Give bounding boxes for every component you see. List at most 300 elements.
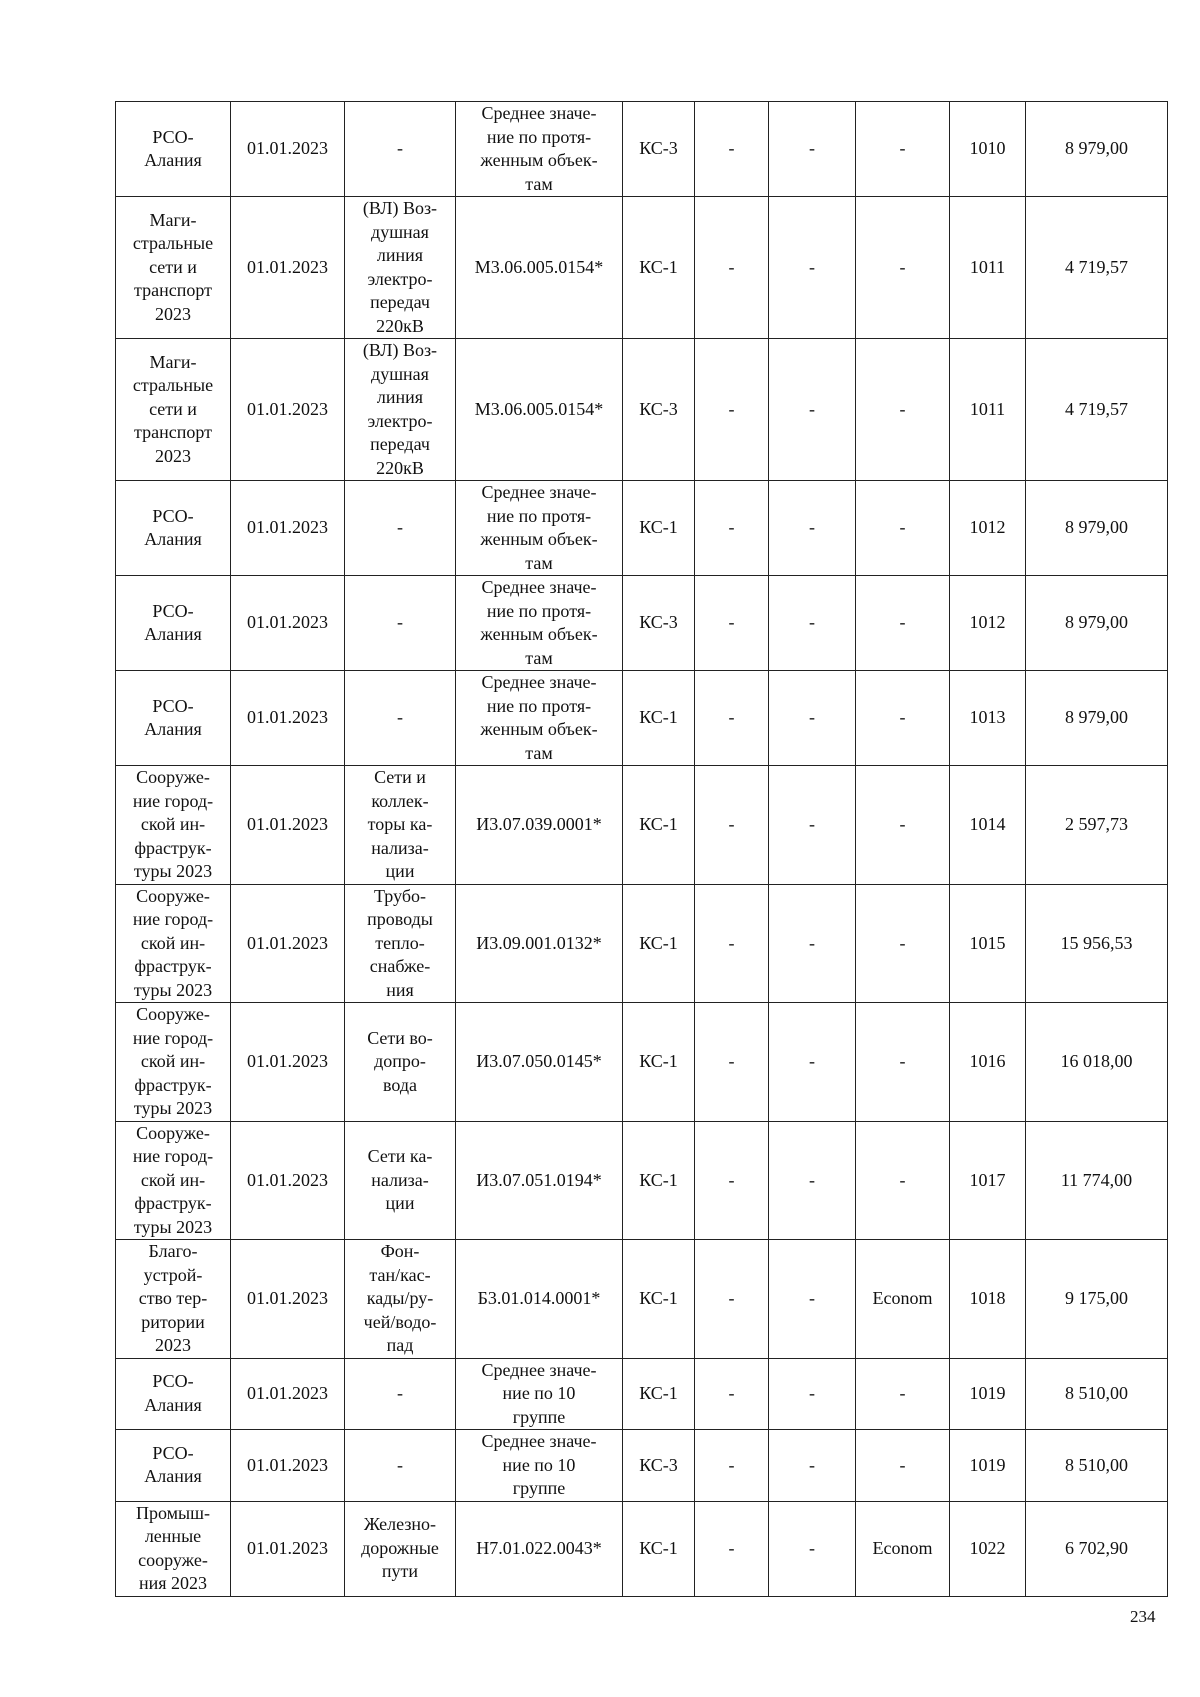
table-body [116, 102, 1168, 1597]
cell-text-line: 1013 [969, 707, 1006, 728]
cell-text-line: Сооруже- [136, 885, 210, 906]
class-cell [856, 1240, 950, 1359]
cell-text-line: КС-3 [639, 138, 678, 159]
cell-text-line: РСО- [152, 1371, 194, 1392]
cell-text-line: 01.01.2023 [247, 398, 328, 419]
cell-text-line: КС-1 [639, 707, 678, 728]
cell-text-line: электро- [367, 410, 433, 431]
price-cell [1026, 1240, 1168, 1359]
cell-text-line: 8 510,00 [1065, 1454, 1128, 1475]
owner-cell [116, 1003, 231, 1122]
object-cell [345, 671, 456, 766]
cell-text-line: ние по 10 [502, 1383, 576, 1403]
table-row [116, 1240, 1168, 1359]
date-cell [231, 1121, 345, 1240]
class-cell [856, 1501, 950, 1596]
cell-text-line: 1019 [969, 1454, 1006, 1475]
data-table [115, 101, 1168, 1597]
cell-text-line: КС-1 [639, 256, 678, 277]
cell-text-line: допро- [374, 1051, 426, 1071]
cell-text-line: - [728, 612, 735, 633]
ks-cell [623, 884, 695, 1003]
cell-text-line: - [899, 1383, 906, 1403]
cell-text-line: 2023 [155, 303, 191, 324]
cell-text-line: - [728, 1169, 735, 1190]
cell-text-line: электро- [367, 268, 433, 289]
cell-text-line: - [899, 398, 906, 419]
cell-text-line: 01.01.2023 [247, 814, 328, 834]
cell-text-line: Среднее значе- [481, 1431, 597, 1451]
cell-text-line: там [525, 742, 553, 763]
cell-text-line: душная [371, 363, 429, 384]
col7-cell [769, 1430, 856, 1502]
cell-text-line: - [809, 256, 815, 277]
cell-text-line: передач [370, 434, 430, 454]
col6-cell [695, 481, 769, 576]
col6-cell [695, 1121, 769, 1240]
cell-text-line: фраструк- [134, 837, 212, 858]
cell-text-line: Фон- [380, 1241, 420, 1261]
cell-text-line: тан/кас- [369, 1264, 431, 1285]
cell-text-line: 220кВ [376, 315, 424, 336]
price-cell [1026, 197, 1168, 339]
cell-text-line: ции [385, 1193, 415, 1213]
cell-text-line: 1017 [969, 1169, 1006, 1190]
cell-text-line: 1012 [969, 612, 1006, 633]
cell-text-line: 01.01.2023 [247, 612, 328, 633]
cell-text-line: КС-1 [639, 1537, 678, 1558]
class-cell [856, 1003, 950, 1122]
cell-text-line: ние город- [132, 1027, 214, 1048]
cell-text-line: транспорт [134, 422, 212, 443]
cell-text-line: 4 719,57 [1065, 398, 1128, 419]
cell-text-line: - [809, 932, 815, 953]
ks-cell [623, 197, 695, 339]
cell-text-line: - [397, 517, 403, 538]
date-cell [231, 671, 345, 766]
price-cell [1026, 102, 1168, 197]
cell-text-line: 220кВ [376, 457, 424, 478]
number-cell [950, 766, 1026, 885]
code-cell [456, 481, 623, 576]
cell-text-line: КС-1 [639, 517, 678, 538]
code-cell [456, 766, 623, 885]
cell-text-line: - [728, 932, 735, 953]
cell-text-line: Econom [872, 1288, 933, 1308]
cell-text-line: - [809, 1537, 815, 1558]
owner-cell [116, 884, 231, 1003]
cell-text-line: 8 979,00 [1065, 138, 1128, 159]
cell-text-line: Сети и [374, 767, 426, 787]
class-cell [856, 197, 950, 339]
cell-text-line: чей/водо- [363, 1311, 437, 1332]
cell-text-line: КС-3 [639, 398, 678, 419]
cell-text-line: ской ин- [140, 1169, 206, 1190]
cell-text-line: - [899, 814, 906, 834]
table-row [116, 1430, 1168, 1502]
col7-cell [769, 1358, 856, 1430]
cell-text-line: вода [382, 1074, 417, 1095]
code-cell [456, 1358, 623, 1430]
cell-text-line: КС-1 [639, 1288, 678, 1308]
date-cell [231, 1501, 345, 1596]
number-cell [950, 102, 1026, 197]
col7-cell [769, 102, 856, 197]
cell-text-line: 01.01.2023 [247, 1537, 328, 1558]
owner-cell [116, 481, 231, 576]
object-cell [345, 766, 456, 885]
cell-text-line: - [728, 1537, 735, 1558]
cell-text-line: - [728, 1051, 735, 1071]
col7-cell [769, 671, 856, 766]
object-cell [345, 1501, 456, 1596]
ks-cell [623, 576, 695, 671]
code-cell [456, 1121, 623, 1240]
code-cell [456, 884, 623, 1003]
cell-text-line: - [899, 138, 906, 159]
cell-text-line: 6 702,90 [1065, 1537, 1128, 1558]
col7-cell [769, 339, 856, 481]
cell-text-line: 01.01.2023 [247, 256, 328, 277]
col6-cell [695, 1240, 769, 1359]
cell-text-line: 9 175,00 [1065, 1288, 1128, 1308]
cell-text-line: 1010 [969, 138, 1006, 159]
table-row [116, 102, 1168, 197]
cell-text-line: ленные [144, 1526, 202, 1546]
ks-cell [623, 1121, 695, 1240]
col6-cell [695, 884, 769, 1003]
cell-text-line: 1014 [969, 814, 1006, 834]
ks-cell [623, 1501, 695, 1596]
col7-cell [769, 197, 856, 339]
cell-text-line: стральные [132, 233, 214, 254]
ks-cell [623, 102, 695, 197]
cell-text-line: - [899, 1051, 906, 1071]
cell-text-line: Сети ка- [367, 1146, 433, 1166]
cell-text-line: КС-1 [639, 1383, 678, 1403]
cell-text-line: - [397, 138, 403, 159]
owner-cell [116, 1430, 231, 1502]
cell-text-line: коллек- [371, 790, 429, 811]
ks-cell [623, 1240, 695, 1359]
date-cell [231, 197, 345, 339]
object-cell [345, 102, 456, 197]
cell-text-line: 01.01.2023 [247, 707, 328, 728]
cell-text-line: И3.07.050.0145* [476, 1051, 602, 1071]
number-cell [950, 576, 1026, 671]
number-cell [950, 1003, 1026, 1122]
cell-text-line: линия [376, 387, 424, 407]
table-row [116, 1121, 1168, 1240]
cell-text-line: Среднее значе- [481, 577, 597, 597]
number-cell [950, 481, 1026, 576]
cell-text-line: Н7.01.022.0043* [476, 1537, 602, 1558]
cell-text-line: РСО- [152, 695, 194, 716]
cell-text-line: - [899, 612, 906, 633]
code-cell [456, 1430, 623, 1502]
code-cell [456, 197, 623, 339]
cell-text-line: ние по протя- [486, 505, 592, 526]
cell-text-line: 01.01.2023 [247, 517, 328, 538]
cell-text-line: Алания [144, 624, 202, 644]
price-cell [1026, 766, 1168, 885]
owner-cell [116, 1358, 231, 1430]
owner-cell [116, 766, 231, 885]
price-cell [1026, 1003, 1168, 1122]
ks-cell [623, 671, 695, 766]
cell-text-line: - [728, 707, 735, 728]
cell-text-line: Сооруже- [136, 1004, 210, 1024]
cell-text-line: Econom [872, 1537, 933, 1558]
cell-text-line: - [899, 932, 906, 953]
cell-text-line: там [525, 173, 553, 194]
cell-text-line: И3.09.001.0132* [476, 932, 602, 953]
cell-text-line: - [397, 707, 403, 728]
price-cell [1026, 884, 1168, 1003]
owner-cell [116, 1501, 231, 1596]
date-cell [231, 1358, 345, 1430]
price-cell [1026, 1501, 1168, 1596]
owner-cell [116, 197, 231, 339]
cell-text-line: 1011 [969, 256, 1006, 277]
cell-text-line: - [809, 814, 815, 834]
cell-text-line: там [525, 552, 553, 573]
cell-text-line: женным объек- [480, 624, 598, 644]
col7-cell [769, 1240, 856, 1359]
cell-text-line: туры 2023 [133, 1216, 213, 1237]
cell-text-line: Сооруже- [136, 767, 210, 787]
cell-text-line: нализа- [371, 1169, 429, 1190]
owner-cell [116, 671, 231, 766]
object-cell [345, 1430, 456, 1502]
cell-text-line: Сети во- [367, 1027, 433, 1048]
cell-text-line: Трубо- [374, 885, 426, 906]
cell-text-line: Алания [144, 719, 202, 739]
cell-text-line: ской ин- [140, 932, 206, 953]
cell-text-line: торы ка- [367, 814, 433, 834]
cell-text-line: ритории [141, 1311, 205, 1332]
cell-text-line: 01.01.2023 [247, 1454, 328, 1475]
number-cell [950, 1121, 1026, 1240]
cell-text-line: М3.06.005.0154* [474, 256, 604, 277]
cell-text-line: - [728, 256, 735, 277]
cell-text-line: фраструк- [134, 1193, 212, 1213]
cell-text-line: 01.01.2023 [247, 1383, 328, 1403]
cell-text-line: Железно- [363, 1514, 437, 1535]
date-cell [231, 339, 345, 481]
cell-text-line: - [728, 398, 735, 419]
cell-text-line: РСО- [152, 505, 194, 526]
cell-text-line: (ВЛ) Воз- [362, 340, 438, 360]
cell-text-line: передач [370, 292, 430, 312]
cell-text-line: 1016 [969, 1051, 1006, 1071]
cell-text-line: 01.01.2023 [247, 1169, 328, 1190]
cell-text-line: дорожные [361, 1537, 439, 1558]
cell-text-line: М3.06.005.0154* [474, 398, 604, 419]
date-cell [231, 576, 345, 671]
cell-text-line: - [899, 1454, 906, 1475]
cell-text-line: ство тер- [138, 1288, 208, 1308]
col7-cell [769, 481, 856, 576]
cell-text-line: ние по протя- [486, 600, 592, 621]
cell-text-line: РСО- [152, 600, 194, 621]
cell-text-line: Среднее значе- [481, 482, 597, 502]
cell-text-line: КС-1 [639, 932, 678, 953]
date-cell [231, 1003, 345, 1122]
owner-cell [116, 339, 231, 481]
date-cell [231, 102, 345, 197]
col7-cell [769, 1003, 856, 1122]
cell-text-line: Благо- [148, 1241, 198, 1261]
cell-text-line: ния 2023 [138, 1573, 208, 1593]
owner-cell [116, 1121, 231, 1240]
price-cell [1026, 1430, 1168, 1502]
cell-text-line: - [809, 1288, 815, 1308]
cell-text-line: нализа- [371, 837, 429, 858]
class-cell [856, 102, 950, 197]
cell-text-line: снабже- [369, 956, 431, 976]
ks-cell [623, 339, 695, 481]
table-row [116, 671, 1168, 766]
col6-cell [695, 1003, 769, 1122]
cell-text-line: фраструк- [134, 956, 212, 976]
col6-cell [695, 766, 769, 885]
number-cell [950, 1501, 1026, 1596]
col6-cell [695, 1501, 769, 1596]
cell-text-line: ние по протя- [486, 695, 592, 716]
cell-text-line: - [809, 138, 815, 159]
cell-text-line: - [899, 517, 906, 538]
cell-text-line: КС-1 [639, 814, 678, 834]
cell-text-line: КС-3 [639, 1454, 678, 1475]
cell-text-line: ции [385, 861, 415, 881]
cell-text-line: ния [386, 979, 414, 1000]
cell-text-line: - [899, 256, 906, 277]
class-cell [856, 1430, 950, 1502]
ks-cell [623, 1358, 695, 1430]
col6-cell [695, 197, 769, 339]
table-row [116, 884, 1168, 1003]
cell-text-line: ние по 10 [502, 1454, 576, 1475]
cell-text-line: женным объек- [480, 719, 598, 739]
table-row [116, 481, 1168, 576]
cell-text-line: - [397, 1383, 403, 1403]
cell-text-line: сети и [149, 398, 197, 419]
class-cell [856, 339, 950, 481]
object-cell [345, 1240, 456, 1359]
number-cell [950, 884, 1026, 1003]
table-row [116, 339, 1168, 481]
cell-text-line: - [809, 707, 815, 728]
cell-text-line: Алания [144, 1466, 202, 1487]
number-cell [950, 339, 1026, 481]
cell-text-line: РСО- [152, 1442, 194, 1463]
cell-text-line: стральные [132, 375, 214, 396]
cell-text-line: И3.07.039.0001* [476, 814, 602, 834]
cell-text-line: ской ин- [140, 1051, 206, 1071]
cell-text-line: 1019 [969, 1383, 1006, 1403]
cell-text-line: - [397, 612, 403, 633]
code-cell [456, 1501, 623, 1596]
col6-cell [695, 576, 769, 671]
object-cell [345, 884, 456, 1003]
cell-text-line: пад [386, 1335, 414, 1355]
code-cell [456, 102, 623, 197]
cell-text-line: кады/ру- [366, 1288, 434, 1308]
cell-text-line: - [728, 517, 735, 538]
date-cell [231, 1240, 345, 1359]
number-cell [950, 197, 1026, 339]
cell-text-line: туры 2023 [133, 861, 213, 881]
cell-text-line: сооруже- [138, 1549, 208, 1570]
cell-text-line: 1018 [969, 1288, 1006, 1308]
cell-text-line: проводы [367, 909, 433, 929]
cell-text-line: 8 979,00 [1065, 612, 1128, 633]
class-cell [856, 1358, 950, 1430]
col6-cell [695, 1430, 769, 1502]
cell-text-line: женным объек- [480, 529, 598, 549]
class-cell [856, 481, 950, 576]
table-row [116, 1501, 1168, 1596]
cell-text-line: ние по протя- [486, 126, 592, 147]
cell-text-line: Среднее значе- [481, 103, 597, 123]
col7-cell [769, 576, 856, 671]
cell-text-line: 8 979,00 [1065, 517, 1128, 538]
cell-text-line: устрой- [143, 1264, 203, 1285]
cell-text-line: (ВЛ) Воз- [362, 198, 438, 218]
col7-cell [769, 884, 856, 1003]
class-cell [856, 1121, 950, 1240]
code-cell [456, 1240, 623, 1359]
cell-text-line: линия [376, 245, 424, 265]
ks-cell [623, 481, 695, 576]
cell-text-line: сети и [149, 256, 197, 277]
cell-text-line: И3.07.051.0194* [476, 1169, 602, 1190]
object-cell [345, 1121, 456, 1240]
owner-cell [116, 102, 231, 197]
col6-cell [695, 102, 769, 197]
number-cell [950, 1240, 1026, 1359]
price-cell [1026, 1358, 1168, 1430]
owner-cell [116, 1240, 231, 1359]
cell-text-line: - [809, 517, 815, 538]
table-row [116, 1358, 1168, 1430]
class-cell [856, 766, 950, 885]
cell-text-line: Среднее значе- [481, 672, 597, 692]
cell-text-line: 01.01.2023 [247, 1288, 328, 1308]
cell-text-line: 4 719,57 [1065, 256, 1128, 277]
table-row [116, 576, 1168, 671]
page-number: 234 [1130, 1607, 1156, 1626]
cell-text-line: - [809, 398, 815, 419]
cell-text-line: - [397, 1454, 403, 1475]
number-cell [950, 671, 1026, 766]
cell-text-line: - [809, 1454, 815, 1475]
cell-text-line: 1011 [969, 398, 1006, 419]
date-cell [231, 766, 345, 885]
ks-cell [623, 766, 695, 885]
object-cell [345, 339, 456, 481]
cell-text-line: 11 774,00 [1060, 1169, 1133, 1190]
cell-text-line: 2023 [155, 445, 191, 466]
object-cell [345, 576, 456, 671]
cell-text-line: 8 979,00 [1065, 707, 1128, 728]
cell-text-line: 1015 [969, 932, 1006, 953]
code-cell [456, 576, 623, 671]
cell-text-line: - [899, 1169, 906, 1190]
cell-text-line: туры 2023 [133, 1098, 213, 1118]
price-cell [1026, 671, 1168, 766]
